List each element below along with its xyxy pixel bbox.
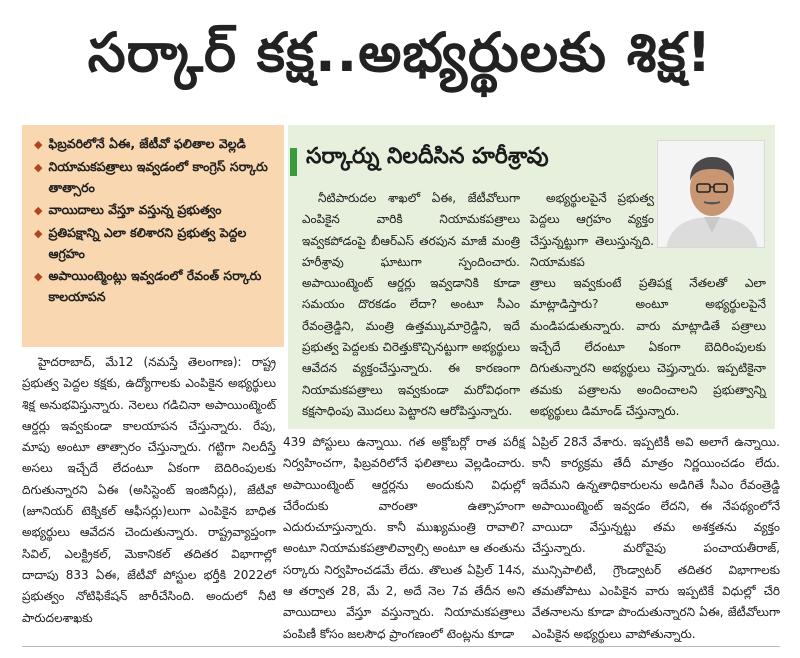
highlight-text: నియామకపత్రాలు ఇవ్వడంలో కాంగ్రెస్ సర్కారు తాత్సారం xyxy=(48,159,268,195)
article-column-1 xyxy=(22,352,276,629)
article-column-2 xyxy=(283,432,525,645)
sidebar-paragraph-top: అభ్యర్థులపైనే ప్రభుత్వ పెద్దలు ఆగ్రహం వ్యక్తం చేస్తున్నట్టుగా తెలుస్తున్నది. నియామకప xyxy=(530,191,654,269)
diamond-bullet-icon: ◆ xyxy=(34,138,43,151)
highlights-box xyxy=(22,125,284,347)
article-paragraph: హైదరాబాద్, మే12 (నమస్తే తెలంగాణ): రాష్ట్ర ప్రభుత్వ పెద్దల కక్షకు, ఉద్యోగాలకు ఎంపికైన అభ్యర్థులు శిక్ష అనుభవిస్తున్నారు. నెలలు గడిచినా అపాయింట్మెంట్ ఆర్డర్లు ఇవ్వకుండా కాలయాపన చేస్తున్నారు. రేపు, మాపు అంటూ తాత్సారం చేస్తున్నారు. గట్టిగా నిలదీస్తే అసలు ఇచ్చేదే లేదంటూ ఏకంగా బెదిరింపులకు దిగుతున్నారని ఏఈ (అసిస్టెంట్ ఇంజినీర్లు), జేటీవో (జూనియర్ టెక్నికల్ ఆఫీసర్లు)లుగా ఎంపికైన బాధిత అభ్యర్థులు ఆవేదన చెందుతున్నారు. రాష్ట్రవ్యాప్తంగా సివిల్, ఎలక్ట్రికల్, మెకానికల్ తదితర విభాగాల్లో దాదాపు 833 ఏఈ, జేటీవో పోస్టుల భర్తీకి 2022లో ప్రభుత్వం నోటిఫికేషన్ జారీచేసింది. అందులో నీటి పారుదలశాఖకు xyxy=(22,355,276,625)
diamond-bullet-icon: ◆ xyxy=(34,227,43,240)
highlight-text: అపాయింట్మెంట్లు ఇవ్వడంలో రేవంత్ సర్కారు కాలయాపన xyxy=(48,268,262,304)
sidebar-column-1 xyxy=(302,188,520,422)
diamond-bullet-icon: ◆ xyxy=(34,270,43,283)
sidebar-paragraph: నీటిపారుదల శాఖలో ఏఈ, జేటీవోలుగా ఎంపికైన వారికి నియామకపత్రాలు ఇవ్వకపోడంపై బీఆర్ఎస్ తరపున మాజీ మంత్రి హరీశ్రావు ఘాటుగా స్పందించారు. అపాయింట్మెంట్ ఆర్డర్లు ఇవ్వడానికి కూడా సమయం దొరకడం లేదా? అంటూ సీఎం రేవంత్రెడ్డిని, మంత్రి ఉత్తమ్కుమార్రెడ్డిని, ఇదే ప్రభుత్వ పెద్దలకు చిరెత్తుకొచ్చినట్టుగా అభ్యర్థులు ఆవేదన వ్యక్తంచేస్తున్నారు. ఈ కారణంగా నియామకపత్రాలు ఇవ్వకుండా మరోవిధంగా కక్షసాధింపు మొదలు పెట్టారని ఆరోపిస్తున్నారు. xyxy=(302,191,520,418)
subhead-accent-bar xyxy=(290,148,297,176)
sidebar-column-2 xyxy=(530,188,766,422)
highlight-item xyxy=(34,265,274,307)
bottom-rule xyxy=(22,646,780,647)
highlight-item xyxy=(34,199,274,221)
headline: సర్కార్ కక్ష..అభ్యర్థులకు శిక్ష! xyxy=(87,20,713,84)
highlight-item xyxy=(34,156,274,198)
highlight-text: ప్రతిపక్షాన్ని ఎలా కలిశారని ప్రభుత్వ పెద్దల ఆగ్రహం xyxy=(48,225,247,261)
sidebar-paragraph-rest: త్రాలు ఇవ్వకుంటే ప్రతిపక్ష నేతలతో ఎలా మాట్లాడిస్తారు? అంటూ అభ్యర్థులపైనే మండిపడుతున్నారు. వారు మాట్లాడితే పత్రాలు ఇచ్చేదే లేదంటూ ఏకంగా బెదిరింపులకు దిగుతున్నారని అభ్యర్థులు చెప్తున్నారు. ఇప్పటికైనా తమకు పత్రాలను అందించాలని ప్రభుత్వాన్ని అభ్యర్థులు డిమాండ్ చేస్తున్నారు. xyxy=(530,276,766,418)
diamond-bullet-icon: ◆ xyxy=(34,204,43,217)
highlight-item xyxy=(34,222,274,264)
highlight-item xyxy=(34,133,274,155)
sidebar-subhead: సర్కార్ను నిలదీసిన హరీశ్రావు xyxy=(306,144,549,169)
article-paragraph: 439 పోస్టులు ఉన్నాయి. గత అక్టోబర్లో రాత పరీక్ష నిర్వహించగా, ఫిబ్రవరిలోనే ఫలితాలు వెల్లడించారు. అపాయింట్మెంట్ ఆర్డర్లను అందుకుని విధుల్లో చేరేందుకు వారంతా ఉత్సాహంగా ఎదురుచూస్తున్నారు. కానీ ముఖ్యమంత్రి రావాలి? అంటూ నియామకపత్రాలివ్వాల్సి అంటూ ఆ తంతును సర్కారు నిర్వహించడమే లేదు. తొలుత ఏప్రిల్ 14న, ఆ తర్వాత 28, మే 2, అదే నెల 7వ తేదీన అని వాయిదాలు వేస్తూ వస్తున్నారు. నియామకపత్రాలు పంపిణీ కోసం జలసౌధ ప్రాంగణంలో టెంట్లను కూడా xyxy=(283,435,525,641)
highlight-text: వాయిదాలు వేస్తూ వస్తున్న ప్రభుత్వం xyxy=(48,202,222,217)
article-column-3 xyxy=(532,432,780,645)
diamond-bullet-icon: ◆ xyxy=(34,161,43,174)
article-paragraph: ఏప్రిల్ 28నే వేశారు. ఇప్పటికీ అవి అలాగే ఉన్నాయి. కానీ కార్యక్రమ తేదీ మాత్రం నిర్ణయించడం లేదు. ఇదేమని ఉన్నతాధికారులను అడిగితే సీఎం రేవంత్రెడ్డి అపాయింట్మెంట్ ఇవ్వడం లేదని, ఈ నేపథ్యంలోనే వాయిదా వేస్తున్నట్టు తమ అశక్తతను వ్యక్తం చేస్తున్నారు. మరోవైపు పంచాయతీరాజ్, మున్సిపాలిటీ, గ్రౌండ్వాటర్ తదితర విభాగాలకు తమతోపాటు ఎంపికైన వారు ఇప్పటికే విధుల్లో చేరి వేతనాలను కూడా పొందుతున్నారని ఏఈ, జేటీవోలుగా ఎంపికైన అభ్యర్థులు వాపోతున్నారు. xyxy=(532,435,780,641)
highlight-text: ఫిబ్రవరిలోనే ఏఈ, జేటీవో ఫలితాల వెల్లడి xyxy=(48,136,246,151)
